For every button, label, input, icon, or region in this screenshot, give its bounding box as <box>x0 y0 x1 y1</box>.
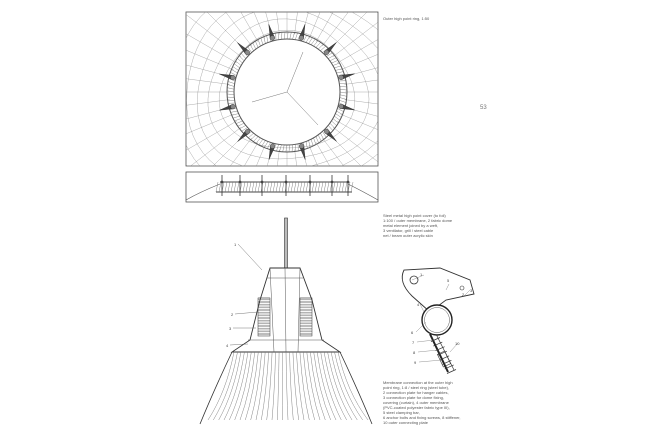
membrane-seam <box>307 352 320 420</box>
ring-hatch <box>236 121 243 124</box>
truss-web <box>312 182 314 192</box>
detail-callout: 2 <box>462 292 465 297</box>
radial-cable <box>266 0 279 34</box>
ring-hatch <box>335 114 341 118</box>
ring-hatch <box>334 116 340 120</box>
truss-web <box>249 182 251 192</box>
ring-hatch <box>238 123 244 126</box>
truss-web <box>297 182 299 192</box>
plan-frame <box>186 12 378 166</box>
caption-line: metal element joined by a weft, <box>383 223 439 228</box>
truss-web <box>276 182 278 192</box>
ring-hatch <box>330 58 336 61</box>
membrane-seam <box>338 352 368 420</box>
radial-cable <box>322 0 384 46</box>
ring-hatch <box>311 139 313 146</box>
detail-caption <box>383 380 461 425</box>
ring-hatch <box>227 85 234 87</box>
radial-cable <box>160 0 241 57</box>
detail-callout: 4 <box>417 302 420 307</box>
ring-hatch <box>241 53 246 58</box>
truss-node <box>331 181 334 184</box>
ring-hatch <box>287 32 288 39</box>
caption-line: Membrane connection at the outer high <box>383 380 453 385</box>
cone-callout: 4 <box>226 343 229 348</box>
caption-line: (PVC-coated polyester fabric type III), <box>383 405 450 410</box>
radial-cable <box>226 0 265 38</box>
truss-node <box>347 181 350 184</box>
truss-web <box>288 182 290 192</box>
bracket-node <box>299 144 304 149</box>
radial-cable <box>328 133 400 205</box>
ring-hatch <box>227 88 234 90</box>
membrane-seam <box>324 352 347 420</box>
ring-hatch <box>328 55 334 58</box>
high-point-cone-section <box>200 218 372 424</box>
ring-hatch <box>227 94 234 95</box>
radial-cable <box>333 127 414 189</box>
truss-web <box>303 182 305 192</box>
membrane-seam <box>328 352 352 420</box>
ring-hatch <box>289 145 290 152</box>
truss-web <box>324 182 326 192</box>
radial-cable <box>160 127 241 189</box>
leader-line <box>238 244 262 270</box>
section-caption <box>383 213 452 238</box>
ring-hatch <box>314 138 316 145</box>
ring-cable <box>219 30 355 148</box>
radial-cable <box>226 146 265 240</box>
ring-hatch <box>256 138 261 143</box>
truss-web <box>342 182 344 192</box>
ring-hatch <box>306 36 310 42</box>
bracket-node <box>339 75 344 80</box>
ring-hatch <box>293 32 295 39</box>
detail-callout: 3 <box>470 288 473 293</box>
ring-cable <box>117 0 456 246</box>
truss-web <box>228 182 230 192</box>
ring-hatch <box>339 100 346 102</box>
ring-hatch <box>331 60 338 63</box>
leader-line <box>230 344 248 345</box>
ring-hatch <box>248 133 253 138</box>
bracket-node <box>324 129 329 134</box>
truss-web <box>327 182 329 192</box>
bracket-node <box>231 104 236 109</box>
truss-web <box>279 182 281 192</box>
membrane-seam <box>251 352 262 420</box>
ring-hatch <box>267 36 268 43</box>
radial-cable <box>316 142 367 230</box>
ring-cable <box>187 0 397 183</box>
ring-cable <box>133 0 447 235</box>
ring-hatch <box>320 46 325 51</box>
truss-web <box>252 182 254 192</box>
truss-web <box>336 182 338 192</box>
membrane-seam <box>286 352 288 420</box>
truss-node <box>261 181 264 184</box>
truss-web <box>216 182 218 192</box>
truss-web <box>264 182 266 192</box>
truss-node <box>239 181 242 184</box>
radial-cable <box>295 0 308 34</box>
ring-hatch <box>333 119 338 124</box>
cone-callouts <box>226 242 237 348</box>
caption-line: 10 outer connecting plate <box>383 420 428 425</box>
ring-hatch <box>253 136 258 141</box>
truss-web <box>243 182 245 192</box>
truss-web <box>255 182 257 192</box>
truss-web <box>246 182 248 192</box>
ring-hatch <box>236 61 241 66</box>
radial-cable <box>333 0 414 57</box>
membrane-seam <box>208 352 234 420</box>
caption-line: point ring, 1:8 / steel ring (steel tube), <box>383 385 450 390</box>
truss-web <box>306 182 308 192</box>
radial-cable <box>341 31 435 70</box>
ring-hatch <box>258 39 260 46</box>
ring-cable <box>162 0 423 209</box>
bracket-node <box>324 50 329 55</box>
ring-hatch <box>318 135 321 141</box>
ring-hatch <box>227 91 234 92</box>
membrane-connection-detail <box>402 268 474 374</box>
radial-cable <box>246 0 272 36</box>
ring-hatch <box>334 66 341 68</box>
detail-callout: 7 <box>412 340 415 345</box>
membrane-seam <box>290 352 294 420</box>
truss-node <box>309 181 312 184</box>
membrane-seam <box>267 352 272 420</box>
radial-cable <box>343 107 442 133</box>
caption-line: covering (curtain), 4 outer membrane <box>383 400 449 405</box>
elevation-ring-truss <box>186 175 378 200</box>
radial-cable <box>132 51 231 77</box>
truss-web <box>225 182 227 192</box>
radial-cable <box>246 148 272 247</box>
truss-web <box>339 182 341 192</box>
truss-web <box>345 182 347 192</box>
radial-cable <box>345 71 446 84</box>
radial-cable <box>309 146 348 240</box>
bracket-node <box>270 144 275 149</box>
ring-hatch <box>336 111 342 115</box>
truss-web <box>258 182 260 192</box>
ring-hatch <box>311 39 315 45</box>
caption-line: 6 anchor bolts and fixing screws, 8 stiffener, <box>383 415 461 420</box>
ring-hatch <box>280 145 282 152</box>
truss-web <box>267 182 269 192</box>
ring-hatch <box>316 42 321 47</box>
truss-web <box>282 182 284 192</box>
truss-web <box>300 182 302 192</box>
ring-hatch <box>253 43 256 49</box>
truss-node <box>221 181 224 184</box>
ring-radial-lines <box>252 52 318 125</box>
ring-hatch <box>286 145 287 152</box>
cone-callout: 3 <box>229 326 232 331</box>
ring-hatch <box>320 133 323 139</box>
ring-hatch <box>233 116 240 118</box>
ring-hatch <box>333 63 340 65</box>
truss-web <box>333 182 335 192</box>
cone-rib <box>270 268 274 352</box>
membrane-seam <box>261 352 268 420</box>
ring-hatch <box>250 45 253 51</box>
ring-hatch <box>318 44 323 49</box>
truss-web <box>270 182 272 192</box>
ring-hatch <box>306 141 307 148</box>
ring-hatch <box>231 69 237 73</box>
edge-cable <box>186 184 220 200</box>
truss-web <box>231 182 233 192</box>
membrane-seam <box>310 352 325 420</box>
detail-callout: 9 <box>414 360 417 365</box>
radial-cable <box>337 121 425 172</box>
truss-web <box>273 182 275 192</box>
mast <box>285 218 288 268</box>
radial-cable <box>328 0 400 51</box>
truss-web <box>234 182 236 192</box>
membrane-seam <box>245 352 258 420</box>
ring-hatch <box>255 41 258 48</box>
cone-rib <box>285 268 286 352</box>
radial-cable <box>345 100 446 113</box>
truss-web <box>291 182 293 192</box>
caption-line: 1:100 / outer membrane, 2 fabric dome <box>383 218 453 223</box>
ring-hatch <box>262 140 266 146</box>
ring-hatch <box>330 123 335 128</box>
radial-cable <box>190 138 252 219</box>
page-number: 53 <box>480 105 487 111</box>
ring-hatch <box>340 92 347 93</box>
ring-hatch <box>331 121 336 126</box>
membrane-seam <box>219 352 241 420</box>
cone-callout: 1 <box>234 242 237 247</box>
bracket-node <box>245 50 250 55</box>
caption-line: 3 ventilator, grill / steel cable <box>383 228 434 233</box>
ring-hatch <box>340 98 347 100</box>
ring-hatch <box>284 32 285 39</box>
leader-line <box>419 360 442 362</box>
detail-callout: 6 <box>411 330 414 335</box>
leader-line <box>446 284 449 290</box>
membrane-seam <box>293 352 299 420</box>
plan-caption <box>383 16 429 21</box>
radial-cable <box>302 0 328 36</box>
leader-line <box>235 312 258 314</box>
ring-hatch <box>340 89 347 90</box>
ring-hatch <box>237 58 242 63</box>
truss-web <box>318 182 320 192</box>
bolt-hole <box>460 286 464 290</box>
radial-cable <box>302 148 328 247</box>
bracket-node <box>245 129 250 134</box>
truss-web <box>351 182 353 192</box>
ring-hatch <box>239 56 244 61</box>
ring-hatch <box>259 139 263 145</box>
truss-web <box>315 182 317 192</box>
cone-callout: 2 <box>231 312 234 317</box>
bracket-node <box>339 104 344 109</box>
radial-cable <box>132 107 231 133</box>
caption-line: 3 connection plate for dome fixing, <box>383 395 444 400</box>
radial-cable <box>190 0 252 46</box>
ring-hatch <box>233 67 239 71</box>
radial-cable <box>295 150 308 251</box>
radial-cable <box>128 100 229 113</box>
membrane-seam <box>240 352 255 420</box>
truss-node <box>285 181 288 184</box>
membrane-seam <box>272 352 276 420</box>
ring-hatch <box>234 64 240 68</box>
membrane-seam <box>277 352 279 420</box>
ring-hatch <box>251 135 256 140</box>
truss-web <box>219 182 221 192</box>
truss-web <box>294 182 296 192</box>
cone-rib <box>298 268 300 352</box>
steel-ring-tube <box>422 305 452 335</box>
ring-hatch <box>261 38 263 45</box>
caption-line: net / beam outer acrylic skin <box>383 233 433 238</box>
radial-cable <box>266 150 279 251</box>
bolt-hole <box>410 276 418 284</box>
ring-hatch <box>228 81 235 83</box>
radial-cable <box>343 51 442 77</box>
leader-line <box>418 350 438 352</box>
membrane-seam <box>303 352 314 420</box>
bracket-node <box>230 75 235 80</box>
membrane-edge <box>340 352 372 424</box>
edge-cable <box>348 184 378 200</box>
ring-hatch <box>234 119 241 121</box>
ring-hatch <box>240 125 246 128</box>
bracket-node <box>270 36 275 41</box>
caption-line: Outer high point ring, 1:50 <box>383 16 430 21</box>
ring-hatch <box>336 72 343 73</box>
detail-callout: 10 <box>455 341 460 346</box>
bracket-node <box>299 35 304 40</box>
ring-hatch <box>283 145 285 152</box>
radial-cable <box>174 133 246 205</box>
ring-hatch <box>340 95 347 97</box>
ring-hatch <box>309 38 313 44</box>
ring-hatch <box>264 141 268 147</box>
caption-line: 2 connection plate for hanger cables, <box>383 390 449 395</box>
detail-callout: 1 <box>420 272 423 277</box>
caption-line: 5 steel clamping bar, <box>383 410 420 415</box>
ring-hatch <box>290 32 292 39</box>
detail-callout: 8 <box>413 350 416 355</box>
ring-hatch <box>231 111 238 112</box>
ring-hatch <box>295 33 297 40</box>
truss-web <box>321 182 323 192</box>
ring-hatch <box>314 41 319 46</box>
ring-hatch <box>316 136 319 143</box>
detail-callout: 5 <box>447 278 450 283</box>
ring-hatch <box>328 125 333 130</box>
membrane-seam <box>331 352 357 420</box>
ring-elevation <box>186 172 378 202</box>
truss-web <box>237 182 239 192</box>
radial-cable <box>174 0 246 51</box>
caption-line: Steel metal high point cover (to foil) <box>383 213 446 218</box>
